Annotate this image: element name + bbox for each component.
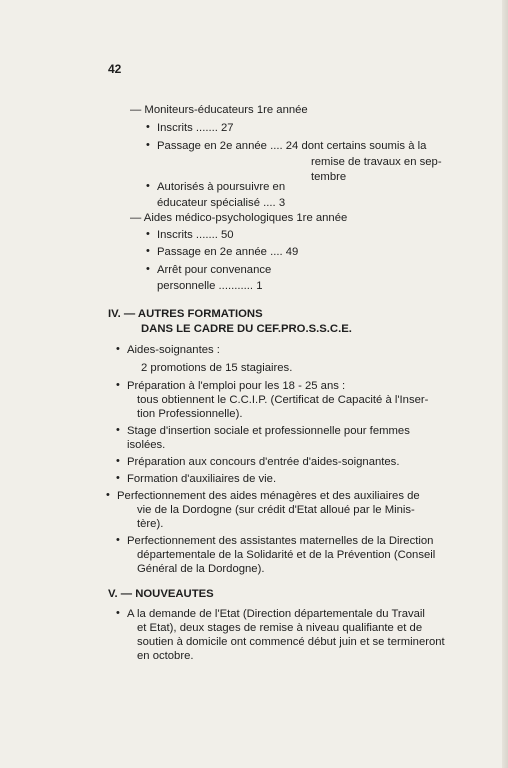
text-line: Formation d'auxiliaires de vie. xyxy=(127,473,277,485)
bullet-icon: • xyxy=(146,263,150,275)
text-line: V. — NOUVEAUTES xyxy=(108,588,214,600)
text-line: 2 promotions de 15 stagiaires. xyxy=(141,362,293,374)
text-line: Aides-soignantes : xyxy=(127,344,220,356)
text-line: Autorisés à poursuivre en xyxy=(157,181,286,193)
text-line: Préparation aux concours d'entrée d'aides-soignantes. xyxy=(127,456,400,468)
bullet-icon: • xyxy=(116,607,120,619)
bullet-icon: • xyxy=(106,489,110,501)
text-line: — Moniteurs-éducateurs 1re année xyxy=(130,104,308,116)
bullet-icon: • xyxy=(116,424,120,436)
text-line: Perfectionnement des assistantes maternelles de la Direction xyxy=(127,535,434,547)
text-line: isolées. xyxy=(127,439,166,451)
text-line: remise de travaux en sep- xyxy=(311,156,442,168)
text-line: IV. — AUTRES FORMATIONS xyxy=(108,308,263,320)
text-line: Préparation à l'emploi pour les 18 - 25 ans : xyxy=(127,380,346,392)
bullet-icon: • xyxy=(146,245,150,257)
text-line: Arrêt pour convenance xyxy=(157,264,272,276)
text-line: tion Professionnelle). xyxy=(137,408,243,420)
bullet-icon: • xyxy=(146,139,150,151)
text-line: tembre xyxy=(311,171,347,183)
text-line: Inscrits ....... 50 xyxy=(157,229,234,241)
text-line: tous obtiennent le C.C.I.P. (Certificat de Capacité à l'Inser- xyxy=(137,394,429,406)
text-line: DANS LE CADRE DU CEF.PRO.S.S.C.E. xyxy=(141,323,352,335)
text-line: Passage en 2e année .... 49 xyxy=(157,246,299,258)
text-line: et Etat), deux stages de remise à niveau qualifiante et de xyxy=(137,622,423,634)
text-line: — Aides médico-psychologiques 1re année xyxy=(130,212,348,224)
text-line: personnelle ........... 1 xyxy=(157,280,263,292)
bullet-icon: • xyxy=(116,534,120,546)
page-spine-shadow xyxy=(502,0,508,768)
bullet-icon: • xyxy=(116,379,120,391)
text-line: Perfectionnement des aides ménagères et des auxiliaires de xyxy=(117,490,420,502)
page-number: 42 xyxy=(108,62,122,76)
bullet-icon: • xyxy=(146,121,150,133)
text-line: Stage d'insertion sociale et professionnelle pour femmes xyxy=(127,425,410,437)
text-line: départementale de la Solidarité et de la Prévention (Conseil xyxy=(137,549,436,561)
text-line: tère). xyxy=(137,518,164,530)
bullet-icon: • xyxy=(116,343,120,355)
text-line: Inscrits ....... 27 xyxy=(157,122,234,134)
text-line: éducateur spécialisé .... 3 xyxy=(157,197,286,209)
bullet-icon: • xyxy=(116,472,120,484)
text-line: soutien à domicile ont commencé début juin et se termineront xyxy=(137,636,445,648)
bullet-icon: • xyxy=(116,455,120,467)
text-line: en octobre. xyxy=(137,650,194,662)
text-line: Général de la Dordogne). xyxy=(137,563,265,575)
bullet-icon: • xyxy=(146,228,150,240)
bullet-icon: • xyxy=(146,180,150,192)
text-line: vie de la Dordogne (sur crédit d'Etat alloué par le Minis- xyxy=(137,504,415,516)
text-line: A la demande de l'Etat (Direction départementale du Travail xyxy=(127,608,425,620)
text-line: Passage en 2e année .... 24 dont certains soumis à la xyxy=(157,140,427,152)
